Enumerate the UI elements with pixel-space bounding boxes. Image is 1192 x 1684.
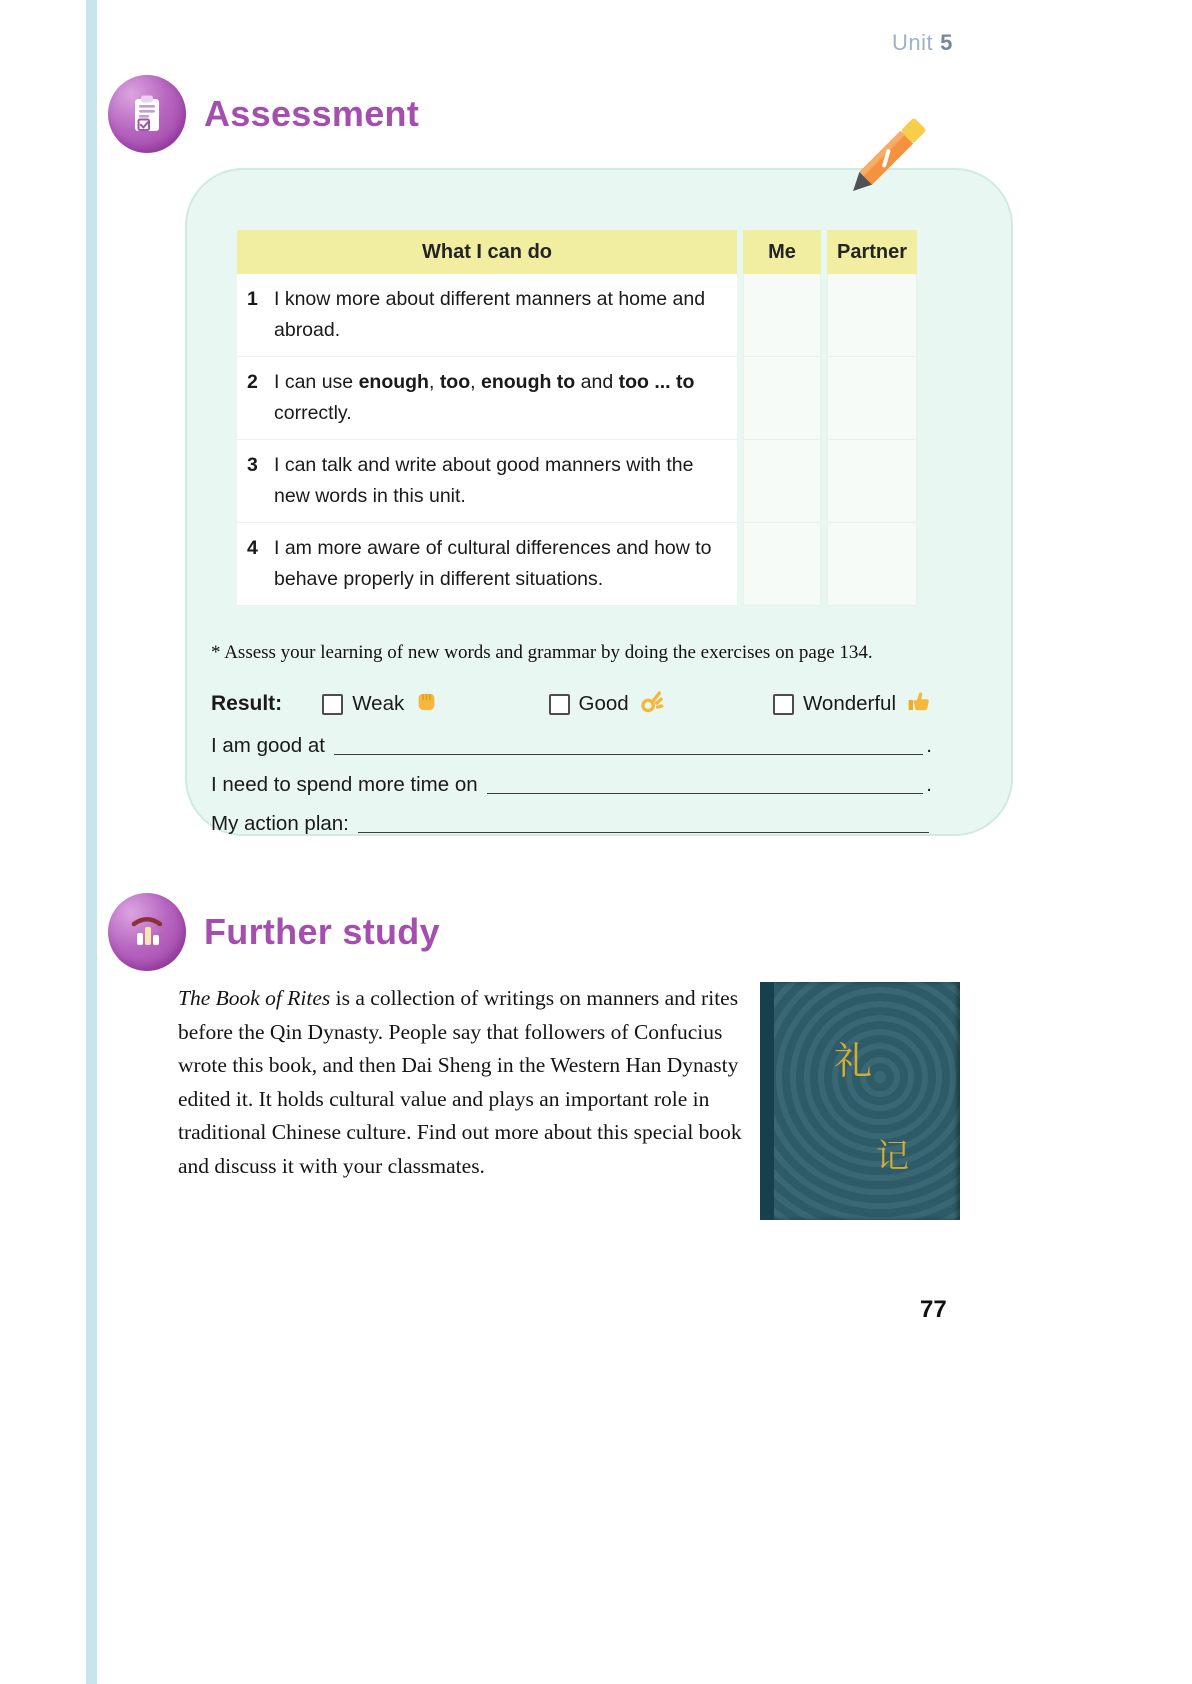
assessment-table: [237, 230, 919, 606]
spend-time-label: I need to spend more time on: [211, 773, 478, 796]
partner-answer-cell[interactable]: [827, 274, 917, 357]
row-number: 2: [247, 371, 258, 393]
assessment-section-header: [108, 75, 419, 153]
row-text: [274, 367, 729, 429]
good-checkbox[interactable]: [549, 694, 570, 715]
assessment-note: * Assess your learning of new words and grammar by doing the exercises on page 134.: [211, 642, 873, 663]
unit-word: Unit: [892, 30, 934, 55]
assessment-table-header: [237, 230, 919, 274]
what-cell: [237, 440, 737, 523]
row-text-segment: enough to: [480, 371, 576, 393]
good-at-suffix: .: [926, 734, 932, 757]
result-label: Result:: [211, 692, 283, 715]
column-header-what: What I can do: [237, 230, 737, 274]
row-text-segment: ,: [428, 371, 440, 393]
book-of-rites-cover: [760, 982, 960, 1220]
row-text-segment: too ... to: [618, 371, 695, 393]
further-study-section-header: [108, 893, 440, 971]
result-row: [211, 688, 932, 720]
paragraph-segment: The Book of Rites: [178, 986, 331, 1010]
row-text-segment: and: [575, 371, 619, 393]
row-text: [274, 450, 729, 512]
fist-hand-icon: [413, 688, 440, 720]
clipboard-check-icon: [108, 75, 186, 153]
spend-time-blank[interactable]: [487, 791, 924, 794]
ok-hand-icon: [638, 688, 665, 720]
spend-time-line: [211, 772, 932, 798]
row-text-segment: I can use: [274, 371, 359, 393]
good-at-blank[interactable]: [334, 752, 923, 755]
partner-answer-cell[interactable]: [827, 523, 917, 606]
wonderful-checkbox[interactable]: [773, 694, 794, 715]
assessment-table-body: [237, 274, 919, 606]
row-text-segment: enough: [358, 371, 429, 393]
assessment-title: Assessment: [204, 93, 420, 134]
action-plan-line: [211, 811, 932, 837]
me-answer-cell[interactable]: [743, 440, 821, 523]
paragraph-segment: is a collection of writings on manners and rites before the Qin Dynasty. People say that followers of Confucius wrote this book, and then Dai Sheng in the Western Han Dynasty edited it. It holds cultural value and plays an important role in traditional Chinese culture. Find out more about this special book and discuss it with your classmates.: [178, 986, 742, 1178]
row-text-segment: I can talk and write about good manners with the new words in this unit.: [274, 454, 694, 507]
book-cover-character-bottom: 记: [876, 1138, 909, 1175]
bar-chart-arc-icon: [108, 893, 186, 971]
page-edge-strip: [86, 0, 97, 1684]
further-study-title: Further study: [204, 911, 440, 952]
what-cell: [237, 357, 737, 440]
what-cell: [237, 523, 737, 606]
good-at-line: [211, 733, 932, 759]
action-plan-label: My action plan:: [211, 812, 349, 835]
weak-checkbox[interactable]: [322, 694, 343, 715]
me-answer-cell[interactable]: [743, 523, 821, 606]
row-text-segment: ,: [470, 371, 481, 393]
row-number: 4: [247, 537, 258, 559]
column-header-me: Me: [743, 230, 821, 274]
spend-time-suffix: .: [926, 773, 932, 796]
partner-answer-cell[interactable]: [827, 440, 917, 523]
me-answer-cell[interactable]: [743, 274, 821, 357]
wonderful-label: Wonderful: [802, 692, 896, 715]
result-option-wonderful: [773, 688, 932, 720]
good-at-label: I am good at: [211, 734, 325, 757]
further-study-content: [178, 982, 960, 1220]
pencil-icon: [833, 103, 941, 216]
action-plan-blank[interactable]: [358, 830, 929, 833]
what-cell: [237, 274, 737, 357]
result-options: [322, 688, 932, 720]
me-answer-cell[interactable]: [743, 357, 821, 440]
row-text: [274, 533, 729, 595]
weak-label: Weak: [352, 692, 405, 715]
table-row: [237, 440, 919, 523]
further-study-paragraph: [178, 982, 746, 1220]
thumbs-up-icon: [905, 688, 932, 720]
row-number: 3: [247, 454, 258, 476]
assessment-panel: [185, 168, 1013, 836]
table-row: [237, 523, 919, 606]
unit-number: 5: [940, 30, 953, 55]
unit-label: [892, 30, 953, 56]
table-row: [237, 274, 919, 357]
good-label: Good: [578, 692, 629, 715]
column-header-partner: Partner: [827, 230, 917, 274]
book-cover-character-top: 礼: [834, 1040, 873, 1083]
row-text-segment: I know more about different manners at home and abroad.: [274, 288, 706, 341]
result-option-weak: [322, 688, 440, 720]
row-text-segment: I am more aware of cultural differences and how to behave properly in different situations.: [274, 537, 712, 590]
row-number: 1: [247, 288, 258, 310]
page-number: 77: [920, 1296, 947, 1323]
row-text-segment: too: [439, 371, 471, 393]
result-option-good: [549, 688, 665, 720]
row-text-segment: correctly.: [274, 402, 352, 424]
partner-answer-cell[interactable]: [827, 357, 917, 440]
row-text: [274, 284, 729, 346]
table-row: [237, 357, 919, 440]
